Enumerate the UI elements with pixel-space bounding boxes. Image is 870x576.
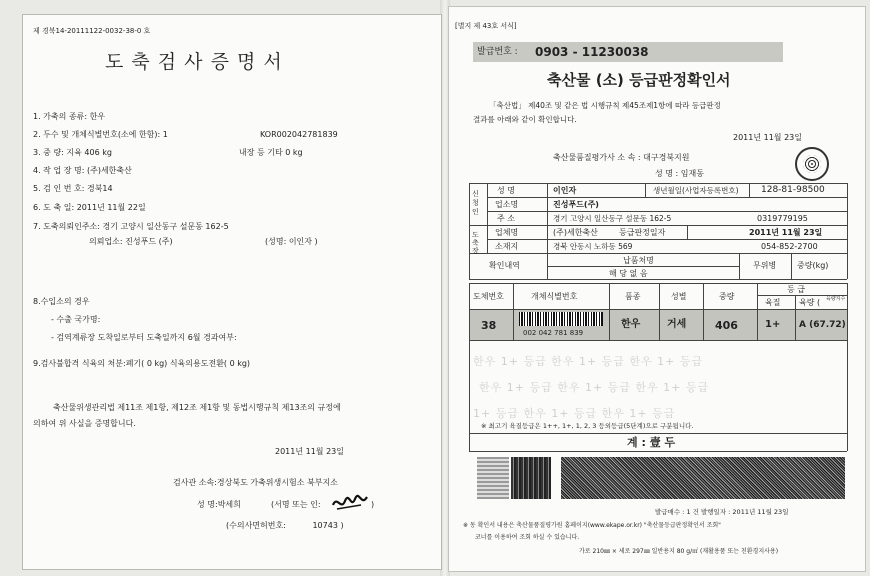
issue-info: 발급매수 : 1 건 발행일자 : 2011년 11월 23일 bbox=[655, 508, 789, 516]
footer-note-1: ※ 동 확인서 내용은 축산물품질평가원 홈페이지(www.ekape.or.kr) "축산물등급판정확인서 조회" bbox=[463, 522, 721, 529]
section-disposal: 9.검사불합격 식육의 처분:폐기( 0 kg) 식육의용도전환( 0 kg) bbox=[33, 359, 251, 368]
birth-label: 생년월일(사업자등록번호) bbox=[653, 186, 739, 195]
individual-id-value: 002 042 781 839 bbox=[523, 329, 584, 337]
confirm-label: 확인내역 bbox=[489, 261, 520, 270]
yield-grade: A (67.72) bbox=[799, 320, 846, 330]
weight-unit-label: 중량(kg) bbox=[797, 261, 829, 270]
carcass-number: 38 bbox=[481, 319, 497, 332]
security-swatch-2 bbox=[511, 457, 551, 499]
requester-business: 의뢰업소: 진성푸드 (주) bbox=[89, 237, 173, 246]
column-yield-index: 육량지수 bbox=[826, 296, 846, 302]
breed-value: 한우 bbox=[621, 319, 641, 330]
certificate-date: 2011년 11월 23일 bbox=[275, 447, 344, 456]
business-reg-no: 128-81-98500 bbox=[761, 185, 825, 195]
signature-close: ) bbox=[371, 500, 375, 509]
column-sex: 성별 bbox=[671, 292, 687, 301]
footer-note-2: 코너를 이용하여 조회 하실 수 있습니다. bbox=[475, 534, 580, 541]
item-livestock-type: 1. 가축의 종류: 한우 bbox=[33, 112, 106, 121]
issue-number: 0903 - 11230038 bbox=[535, 45, 649, 59]
plant-address: 경북 안동시 노하동 569 bbox=[553, 242, 633, 251]
inspector-name: 성 명:박세희 bbox=[197, 500, 241, 509]
grader-affiliation: 축산물품질평가사 소 속 : 대구경북지원 bbox=[553, 153, 690, 162]
grader-name: 성 명 : 임재동 bbox=[655, 169, 704, 178]
item-slaughter-date: 6. 도 축 일: 2011년 11월 22일 bbox=[33, 203, 146, 212]
item-requester-address: 7. 도축의뢰인주소: 경기 고양시 일산동구 설문동 162-5 bbox=[33, 222, 229, 231]
issue-number-label: 발급번호 : bbox=[477, 47, 518, 57]
business-label: 업소명 bbox=[495, 200, 519, 209]
column-weight: 중량 bbox=[719, 292, 735, 301]
quarantine-period: - 검역계류장 도착일로부터 도축일까지 6월 경과여부: bbox=[51, 333, 237, 342]
security-pattern-2: 한우 1+ 등급 한우 1+ 등급 한우 1+ 등급 bbox=[479, 381, 710, 394]
plant-group-label: 도축장 bbox=[472, 231, 479, 255]
plant-label: 업체명 bbox=[495, 228, 519, 237]
address-label: 주 소 bbox=[497, 214, 515, 223]
delivery-none: 해 당 없 음 bbox=[609, 269, 648, 278]
grade-date: 2011년 11월 23일 bbox=[749, 228, 823, 237]
grade-note: ※ 최고기 육질등급은 1++, 1+, 1, 2, 3 등외등급(5단계)으로 구분됩니다. bbox=[481, 422, 694, 430]
document-title: 도 축 검 사 증 명 서 bbox=[105, 51, 283, 73]
plant-name: (주)세한축산 bbox=[553, 228, 598, 237]
quality-grade: 1+ bbox=[765, 319, 781, 330]
applicant-address: 경기 고양시 일산동구 설문동 162-5 bbox=[553, 214, 672, 223]
security-pattern-1: 한우 1+ 등급 한우 1+ 등급 한우 1+ 등급 bbox=[473, 355, 704, 368]
applicant-phone: 0319779195 bbox=[757, 214, 808, 223]
organ-weight: 내장 등 기타 0 kg bbox=[239, 148, 303, 157]
location-label: 소재지 bbox=[495, 242, 519, 251]
item-head-count: 2. 두수 및 개체식별번호(소에 한함): 1 bbox=[33, 130, 168, 139]
slaughter-inspection-certificate bbox=[22, 14, 442, 570]
item-workplace: 4. 작 업 장 명: (주)세한축산 bbox=[33, 166, 132, 175]
legal-statement-2: 의하여 위 사실을 증명합니다. bbox=[33, 419, 136, 428]
security-pattern-3: 1+ 등급 한우 1+ 등급 한우 1+ 등급 bbox=[473, 407, 676, 420]
grade-date-label: 등급판정일자 bbox=[619, 228, 666, 237]
legal-statement-1: 축산물위생관리법 제11조 제1항, 제12조 제1항 및 동법시행규칙 제13조의 규정에 bbox=[53, 403, 341, 412]
applicant-name: 이인자 bbox=[553, 186, 577, 195]
delivery-label: 납품처명 bbox=[623, 256, 654, 265]
security-pattern-block bbox=[561, 457, 845, 499]
weight-value: 406 bbox=[715, 319, 738, 332]
unit-label: 무위병 bbox=[753, 261, 777, 270]
security-swatch-1 bbox=[477, 457, 509, 499]
inspector-signature-icon bbox=[331, 493, 369, 513]
individual-id: KOR002042781839 bbox=[260, 130, 338, 139]
column-individual-id: 개체식별번호 bbox=[531, 292, 578, 301]
column-grade: 등 급 bbox=[787, 285, 805, 294]
column-carcass-no: 도체번호 bbox=[473, 292, 504, 301]
column-breed: 품종 bbox=[625, 292, 641, 301]
column-yield: 육량 ( bbox=[799, 298, 821, 307]
barcode-icon bbox=[519, 312, 603, 326]
item-weight: 3. 중 량: 지육 406 kg bbox=[33, 148, 112, 157]
document-number: 제 경북14-20111122-0032-38-0 호 bbox=[33, 27, 151, 35]
official-seal-icon bbox=[795, 147, 829, 181]
grade-date-top: 2011년 11월 23일 bbox=[733, 133, 802, 142]
sex-value: 거세 bbox=[667, 319, 687, 330]
vet-license: (수의사면허번호: 10743 ) bbox=[226, 521, 344, 530]
plant-phone: 054-852-2700 bbox=[761, 242, 818, 251]
inspector-signature-label: (서명 또는 인: bbox=[271, 500, 321, 509]
requester-representative: (성명: 이인자 ) bbox=[265, 237, 318, 246]
import-country: - 수출 국가명: bbox=[51, 315, 101, 324]
inspector-office: 검사관 소속:경상북도 가축위생시험소 북부지소 bbox=[173, 478, 338, 487]
column-quality: 육질 bbox=[765, 298, 781, 307]
livestock-grade-confirmation bbox=[448, 6, 866, 572]
paper-spec: 가로 210㎜ × 세로 297㎜ 일반용지 80 g/㎡ (재활용품 또는 친환경지사용) bbox=[579, 548, 779, 555]
form-number: [별지 제 43호 서식] bbox=[455, 22, 517, 30]
name-label: 성 명 bbox=[497, 186, 515, 195]
applicant-group-label: 신청인 bbox=[472, 190, 479, 216]
intro-line-2: 결과를 아래와 같이 확인합니다. bbox=[473, 115, 577, 124]
business-name: 진성푸드(주) bbox=[553, 200, 599, 209]
grade-document-title: 축산물 (소) 등급판정확인서 bbox=[547, 71, 731, 89]
item-stamp-no: 5. 검 인 번 호: 경북14 bbox=[33, 184, 113, 193]
total-count: 계 : 壹 두 bbox=[627, 436, 676, 449]
section-import: 8.수입소의 경우 bbox=[33, 297, 90, 306]
intro-line-1: 「축산법」 제40조 및 같은 법 시행규칙 제45조제1항에 따라 등급판정 bbox=[489, 101, 721, 110]
